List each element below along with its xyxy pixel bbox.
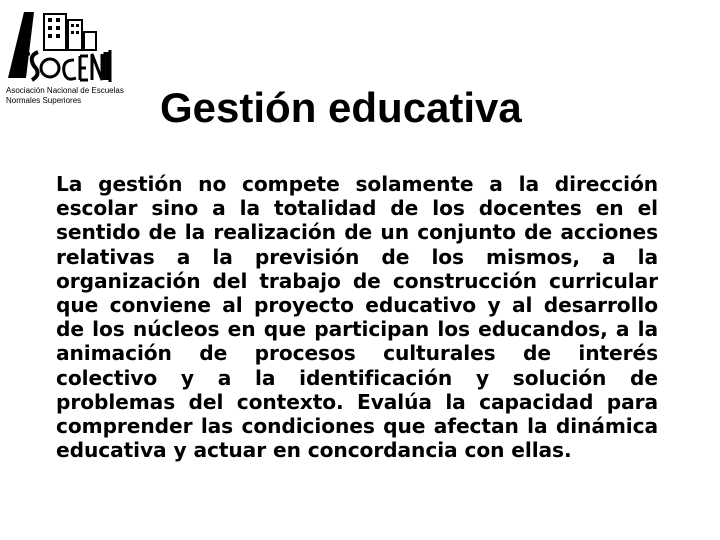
logo-caption-line1: Asociación Nacional de Escuelas [6, 86, 124, 95]
page-title: Gestión educativa [160, 84, 522, 131]
logo-caption-line2: Normales Superiores [6, 96, 82, 105]
logo-caption [6, 86, 156, 106]
asocenen-logo [4, 6, 164, 116]
body-paragraph: La gestión no compete solamente a la dirección escolar sino a la totalidad de los docentes en el sentido de la realización de un conjunto de acciones relativas a la previsión de los mismos, a la organización del trabajo de construcción curricular que conviene al proyecto educativo y al desarrollo de los núcleos en que participan los educandos, a la animación de procesos culturales de interés colectivo y a la identificación y solución de problemas del contexto. Evalúa la capacidad para comprender las condiciones que afectan la dinámica educativa y actuar en concordancia con ellas. [56, 172, 658, 463]
asocenen-logo-mark [4, 6, 124, 86]
